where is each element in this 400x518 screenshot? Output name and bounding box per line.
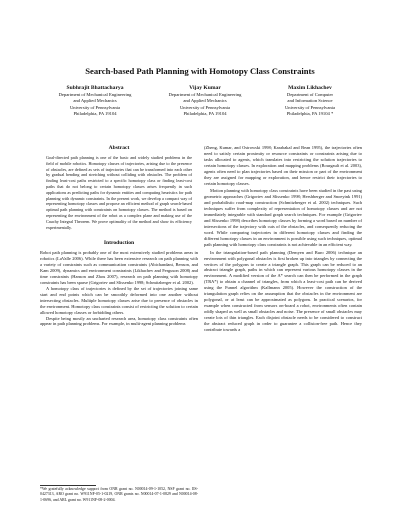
author-dept: and Applied Mechanics (183, 98, 227, 104)
author-name: Vijay Kumar (189, 85, 221, 91)
footnote: *We gratefully acknowledge support from ONR grant no. N00014-09-1-1052, NSF grant no. IIS-0427313, ARO grant no. W911NF-05-1-0219, ONR grants no. N00014-07-1-0829 and N00014-08-1-0696, and ARL grant no. W911NF-08-2-0004. (40, 487, 198, 502)
paragraph: A homotopy class of trajectories is defined by the set of trajectories joining same start and end points which can be smoothly deformed into one another without intersecting obstacles. Multiple homotopy classes arise due to presence of obstacles in the environment. Homotopy class constraints consist of restricting the solution to certain allowed homotopy classes or forbidding others. (40, 285, 198, 315)
author-dept: Department of Mechanical Engineering (168, 92, 242, 97)
author-2 (150, 85, 260, 117)
author-name: Subhrajit Bhattacharya (66, 85, 124, 91)
paragraph: Motion planning with homotopy class constraints have been studied in the past using geometric approaches (Grigoriev and Slissenko 1998; Hershberger and Snoeyink 1991) and probabilistic road-map construction (Schmitzberger et al. 2002) techniques. Such techniques suffer from complexity of representation of homotopy classes and are not immediately integrable with standard graph search techniques. For example (Grigoriev and Slissenko 1998) describes homotopy classes by forming a word based on number of intersections of the trajectory with cuts of the obstacles, and consequently reducing the word. While comparing trajectories in different homotopy classes and finding the different homotopy classes in an environment is possible using such techniques, optimal path planning with homotopy class constraints is not achievable in an efficient way. (204, 188, 362, 247)
author-dept: and Information Science (287, 98, 333, 104)
author-dept: and Applied Mechanics (73, 98, 117, 104)
author-city: Philadelphia, PA 19104 (73, 110, 117, 116)
paragraph: (Zheng, Kumar, and Ostrowski 1998; Karabakal and Bean 1995), the trajectories often need to satisfy certain proximity or resource constraints or constraints arising due to tasks allocated to agents, which translates into restricting the solution trajectories to certain homotopy classes. In exploration and mapping problems (Bourgault et al. 2003), agents often need to plan trajectories based on their mission or part of the environment they are assigned for mapping or exploration, and hence restrict their trajectories to certain homotopy classes. (204, 145, 362, 186)
author-1 (40, 85, 150, 117)
author-3 (260, 85, 360, 117)
paragraph: Robot path planning is probably one of the most extensively studied problems areas in robotics (LaValle 2006). While there has been extensive research on path planning with a variety of constraints such as communication constraints (Abichandani, Benson, and Kam 2009), dynamics and environment constraints (Likhachev and Ferguson 2008) and time constraints (Hanson and Zhou 2007), research on path planning with homotopy constraints has been sparse (Grigoriev and Slissenko 1998; Schmitzberger et al. 2002). (40, 250, 198, 285)
author-name: Maxim Likhachev (288, 85, 332, 91)
author-city: Philadelphia, PA 19104 (183, 110, 227, 116)
abstract-text: Goal-directed path planning is one of the basic and widely studied problems in the field of mobile robotics. Homotopy classes of trajectories, arising due to the presence of obstacles, are defined as sets of trajectories that can be transformed into each other by gradual bending and stretching without colliding with obstacles. The problem of finding least-cost paths restricted to a specific homotopy class or finding least-cost paths that do not belong to certain homotopy classes arises frequently in such applications as predicting paths for dynamic entities and computing heuristics for path planning with dynamic constraints. In the present work, we develop a compact way of representing homotopy classes and propose an efficient method of graph search-based optimal path planning with constraints on homotopy classes. The method is based on representing the environment of the robot as a complex plane and making use of the Cauchy Integral Theorem. We prove optimality of the method and show its efficiency experimentally. (46, 155, 192, 230)
author-dept: Department of Computer (286, 92, 334, 97)
author-city: Philadelphia, PA 19104 * (286, 110, 334, 116)
author-dept: Department of Mechanical Engineering (58, 92, 132, 97)
abstract-heading: Abstract (108, 145, 130, 151)
paper-title: Search-based Path Planning with Homotopy Class Constraints (85, 66, 315, 76)
right-column (204, 145, 362, 335)
author-univ: University of Pennsylvania (69, 104, 120, 110)
left-column (40, 145, 198, 327)
author-univ: University of Pennsylvania (179, 104, 230, 110)
author-univ: University of Pennsylvania (284, 104, 335, 110)
footnote-divider (40, 485, 96, 486)
paragraph: Despite being mostly an uncharted research area, homotopy class constraints often appear in path planning problems. For example, in multi-agent planning problems (40, 315, 198, 327)
paragraph: In the triangulation-based path planning (Demyen and Buro 2006) technique an environment with polygonal obstacles is first broken up into triangles by connecting the vertices of the polygons to create a triangle graph. This graph can be reduced to an abstract triangle graph, paths in which can represent various homotopy classes in the environment. A modified version of the A* search can then be performed in the graph (TRA*) to obtain a channel of triangles, from which a least-cost path can be derived using the Funnel algorithm (Kallmann 2005). However the construction of the triangulation graph relies on the assumption that the obstacles in the environment are polygonal, or at least can be approximated as polygons. In practical scenarios, for example when constructed from sensors on-board a robot, environments often contain oddly shaped as well as small obstacles and noise. The presence of small obstacles may create lots of thin triangles. Each disjoint obstacle needs to be considered to construct the abstract reduced graph in order to guarantee a collision-free path. Hence they contribute towards a (204, 249, 362, 332)
introduction-heading: Introduction (103, 240, 135, 247)
